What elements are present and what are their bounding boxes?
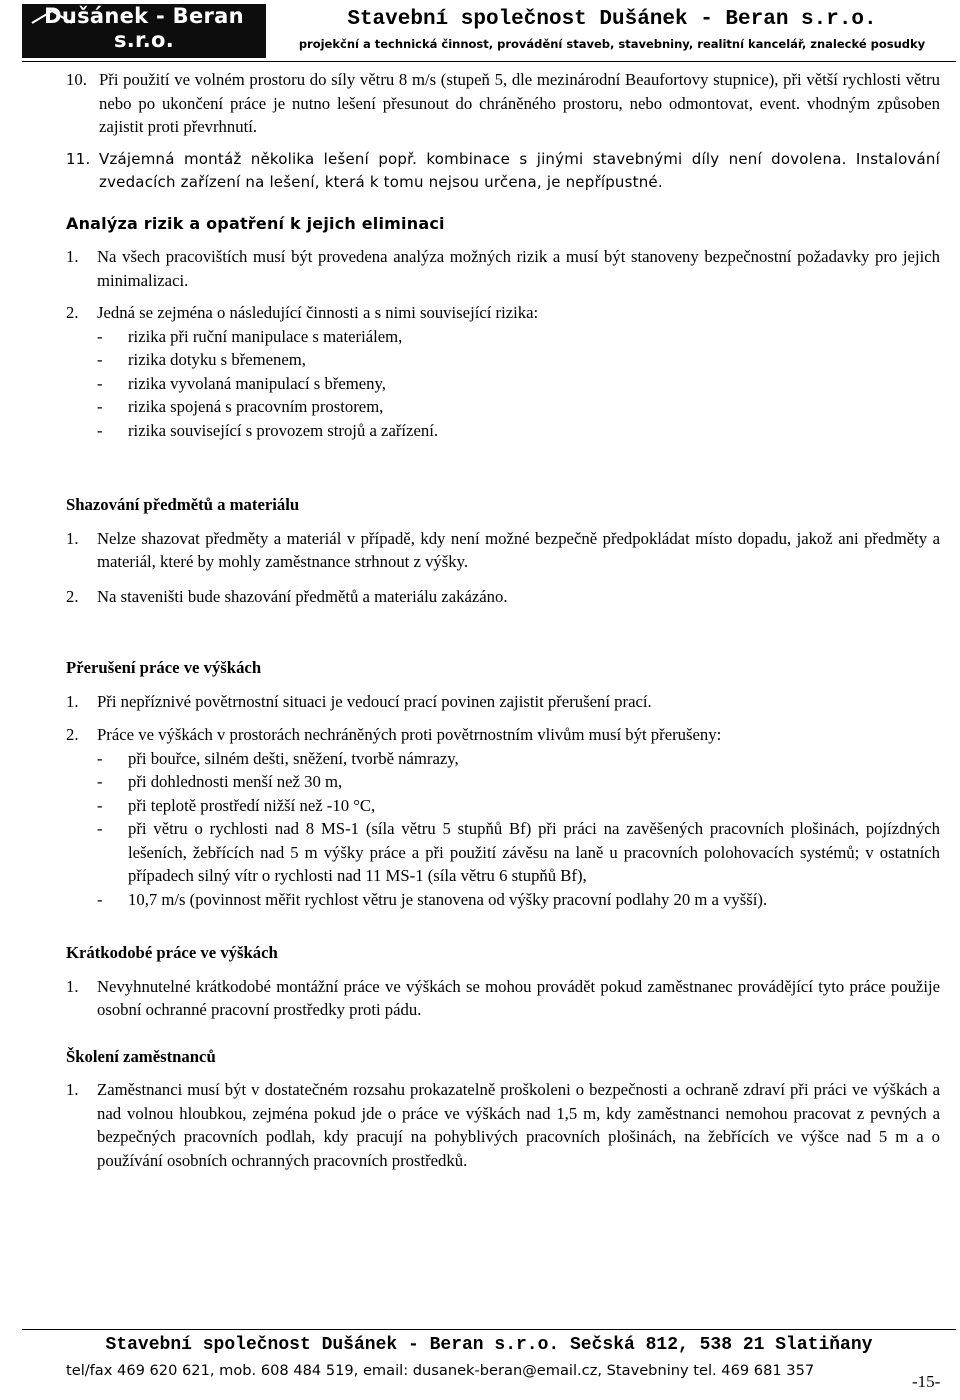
bullet-item: - rizika při ruční manipulace s materiálem,: [97, 326, 403, 346]
bullet-item: - rizika spojená s pracovním prostorem,: [97, 397, 384, 416]
company-subtitle: projekční a technická činnost, provádění staveb, stavebniny, realitní kancelář, znalecké posudky: [298, 37, 926, 51]
company-logo: [22, 4, 266, 58]
item-text: Na všech pracovištích musí být provedena analýza možných rizik a musí být stanoveny bezpečnostní požadavky pro jejich minimalizaci.: [97, 247, 940, 290]
item-number: 1.: [66, 976, 79, 996]
item-number: 1.: [66, 247, 79, 266]
list-item: [66, 585, 940, 609]
item-number: 11.: [66, 149, 91, 168]
footer-contacts: tel/fax 469 620 621, mob. 608 484 519, email: dusanek-beran@email.cz, Stavebniny tel. 469 681 357: [66, 1362, 815, 1379]
list-item: [66, 1078, 940, 1172]
interruption-bullet-list: [97, 747, 940, 912]
bullet-item: - rizika související s provozem strojů a zařízení.: [97, 420, 439, 440]
list-item: [66, 301, 940, 325]
bullet-item: - při větru o rychlosti nad 8 MS-1 (síla větru 5 stupňů Bf) při práci na zavěšených pracovních plošinách, pojízdných lešeních, žebřících nad 5 m výšky práce a při použití závěsu na laně u pracovních polohovacích systémů; v ostatních případech silný vítr o rychlosti nad 11 MS-1 (síla větru 6 stupňů Bf),: [97, 819, 940, 885]
list-item: [66, 245, 940, 292]
list-item: [66, 975, 940, 1022]
item-number: 10.: [66, 70, 87, 89]
item-number: 1.: [66, 528, 79, 548]
page-header: [0, 0, 960, 62]
item-text: Vzájemná montáž několika lešení popř. kombinace s jinými stavebnými díly není dovolena. Instalování zvedacích zařízení na lešení, která k tomu nejsou určena, je nepřípustné.: [99, 149, 940, 191]
list-item: [66, 690, 940, 714]
item-text: Na staveništi bude shazování předmětů a materiálu zakázáno.: [97, 586, 508, 606]
item-number: 2.: [66, 586, 79, 606]
section-heading-throwing: Shazování předmětů a materiálu: [66, 495, 300, 514]
logo-text: Dušánek - Beran s.r.o.: [44, 4, 244, 52]
document-body: [66, 68, 940, 1172]
item-text: Při použití ve volném prostoru do síly větru 8 m/s (stupeň 5, dle mezinárodní Beaufortovy stupnice), při větší rychlosti větru nebo po ukončení práce je nutno lešení přesunout do chráněného prostoru, nebo odmontovat, event. vhodným způsoben zajistit proti převrhnutí.: [99, 70, 940, 136]
item-text: Jedná se zejména o následující činnosti a s nimi související rizika:: [97, 303, 539, 322]
item-text: Práce ve výškách v prostorách nechráněných proti povětrnostním vlivům musí být přerušeny:: [97, 725, 722, 744]
section-heading-short-work: Krátkodobé práce ve výškách: [66, 943, 278, 962]
item-number: 2.: [66, 303, 79, 322]
item-number: 2.: [66, 725, 79, 744]
page-number: -15-: [912, 1372, 941, 1391]
company-title: Stavební společnost Dušánek - Beran s.r.o.: [347, 8, 877, 31]
section-heading-interruption: Přerušení práce ve výškách: [66, 658, 262, 677]
risk-bullet-list: [97, 325, 940, 443]
footer-divider: [22, 1329, 956, 1330]
bullet-item: - při teplotě prostředí nižší než -10 °C,: [97, 795, 376, 815]
footer-company-address: Stavební společnost Dušánek - Beran s.r.o. Sečská 812, 538 21 Slatiňany: [105, 1335, 873, 1355]
bullet-item: - rizika dotyku s břemenem,: [97, 350, 306, 369]
bullet-item: - rizika vyvolaná manipulací s břemeny,: [97, 373, 386, 393]
list-item-10: [66, 68, 940, 139]
item-text: Nevyhnutelné krátkodobé montážní práce ve výškách se mohou provádět pokud zaměstnanec provádějící tyto práce použije osobní ochranné pracovní prostředky proti pádu.: [97, 976, 940, 1019]
item-number: 1.: [66, 1080, 79, 1099]
section-heading-risk-analysis: Analýza rizik a opatření k jejich eliminaci: [66, 213, 445, 233]
list-item: [66, 527, 940, 574]
bullet-item: - při bouřce, silném dešti, sněžení, tvorbě námrazy,: [97, 748, 459, 768]
header-divider: [22, 61, 956, 62]
item-text: Při nepříznivé povětrnostní situaci je vedoucí prací povinen zajistit přerušení prací.: [97, 691, 652, 711]
item-text: Zaměstnanci musí být v dostatečném rozsahu prokazatelně proškoleni o bezpečnosti a ochraně zdraví při práci ve výškách a nad volnou hloubkou, zejména pokud jde o práce ve výškách nad 1,5 m, kdy zaměstnanci nemohou pracovat z pevných a bezpečných pracovních podlah, kdy pracují na pohyblivých pracovních plošinách, na žebřících ve výšce nad 5 m a o používání osobních ochranných pracovních prostředků.: [97, 1080, 940, 1170]
item-text: Nelze shazovat předměty a materiál v případě, kdy není možné bezpečně předpokládat místo dopadu, jakož ani předměty a materiál, které by mohly zaměstnance strhnout z výšky.: [97, 528, 940, 571]
bullet-item: - 10,7 m/s (povinnost měřit rychlost větru je stanovena od výšky pracovní podlahy 20 m a vyšší).: [97, 889, 768, 909]
section-heading-training: Školení zaměstnanců: [66, 1046, 216, 1066]
list-item-11: [66, 148, 940, 195]
item-number: 1.: [66, 691, 79, 711]
list-item: [66, 723, 940, 747]
bullet-item: - při dohlednosti menší než 30 m,: [97, 772, 343, 791]
